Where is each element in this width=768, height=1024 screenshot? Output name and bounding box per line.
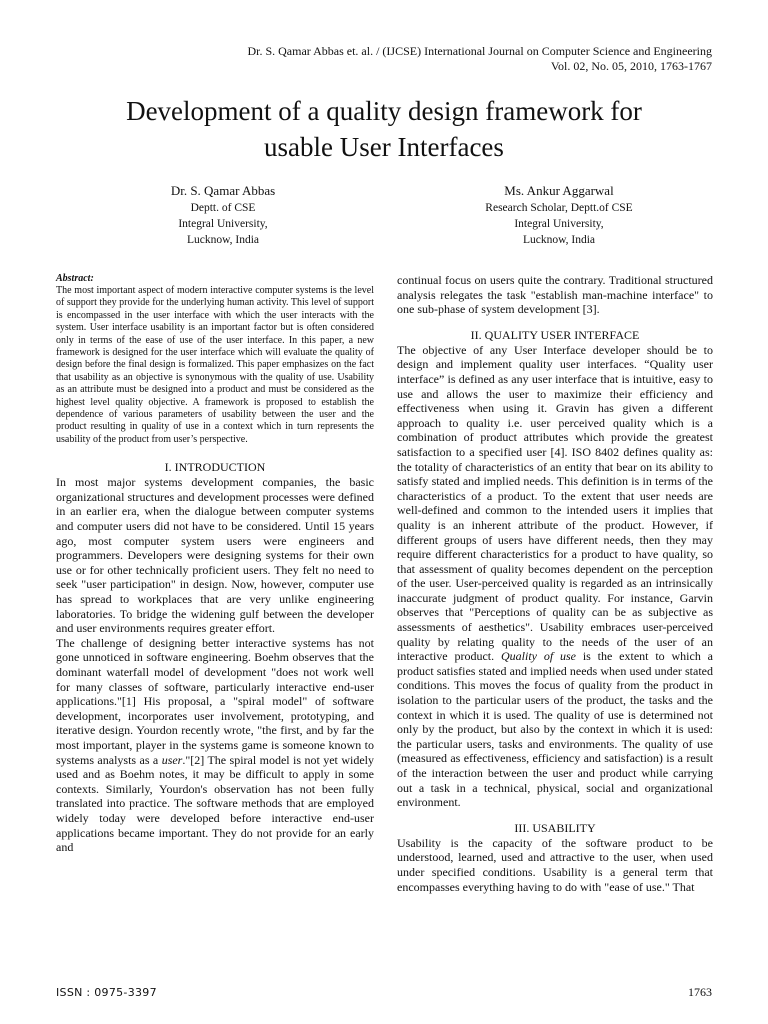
abstract-label: Abstract: (56, 273, 94, 284)
quality-italic: Quality of use (500, 649, 576, 664)
intro-p2-italic: user (161, 752, 183, 767)
paper-title (60, 93, 708, 165)
title-line-1: Development of a quality design framework for (126, 96, 642, 126)
author-univ: Integral University, (514, 218, 604, 230)
intro-p2-text-b: ."[2] The spiral model is not yet widely used and as Boehm notes, it may be difficult to apply in some contexts. Similarly, Yourdon's observation has not been fully translated into practice. The software methods that are employed widely today were developed before interactive end-user applications became important. They do not provide for an early and (56, 752, 374, 855)
title-line-2: usable User Interfaces (264, 132, 504, 162)
section-heading-introduction: I. INTRODUCTION (164, 460, 266, 475)
author-dept: Research Scholar, Deptt.of CSE (485, 202, 633, 214)
author-name: Dr. S. Qamar Abbas (170, 183, 276, 198)
quality-text-a: The objective of any User Interface developer should be to design and implement quality user interfaces. “Quality user interface” is defined as any user interface that is intuitive, easy to use and allows the user to maximize their efficiency and effectiveness when using it. Gravin has given a different approach to quality i.e. user perceived quality which is a combination of product attributes which provide the greatest satisfaction to a specified user [4]. ISO 8402 defines quality as: the totality of characteristics of an entity that bear on its ability to satisfy stated and implied needs. This definition is in terms of the characteristics of a product. To the extent that user needs are well-defined and common to the intended users it implies that quality is an inherent attribute of the product. However, if different groups of users have different needs, then they may require different characteristics for a product to have quality, so that assessment of quality becomes dependent on the perception of the user. User-perceived quality is regarded as an intrinsically inaccurate judgment of product quality. For instance, Garvin observes that "Perceptions of quality can be as subjective as assessments of aesthetics". Usability embraces user-perceived quality by relating quality to the needs of the user of an interactive product. (397, 342, 713, 664)
intro-continuation: continual focus on users quite the contrary. Traditional structured analysis relegates the task "establish man-machine interface" to one sub-phase of system development [3]. (397, 273, 713, 317)
author-univ: Integral University, (178, 218, 268, 230)
journal-citation: Dr. S. Qamar Abbas et. al. / (IJCSE) International Journal on Computer Science and Engineering (247, 44, 712, 58)
right-column (397, 273, 713, 894)
section-heading-quality: II. QUALITY USER INTERFACE (470, 327, 640, 342)
journal-header (247, 44, 712, 74)
author-city: Lucknow, India (186, 234, 260, 246)
journal-volume: Vol. 02, No. 05, 2010, 1763-1767 (550, 59, 712, 73)
quality-paragraph (397, 343, 713, 810)
author-dept: Deptt. of CSE (190, 202, 256, 214)
intro-paragraph-2 (56, 636, 374, 855)
author-city: Lucknow, India (522, 234, 596, 246)
usability-paragraph: Usability is the capacity of the software product to be understood, learned, used and attractive to the user, when used under specified conditions. Usability is a general term that encompasses everything having to do with "ease of use." That (397, 835, 713, 894)
author-name: Ms. Ankur Aggarwal (504, 183, 614, 198)
author-block-2 (452, 182, 666, 248)
footer-page-number: 1763 (688, 985, 712, 999)
intro-paragraph-1: In most major systems development companies, the basic organizational structures and development processes were defined in an earlier era, when the dialogue between computer systems and computer users did not have to be considered. Until 15 years ago, most computer system users were engineers and programmers. Developers were designing systems for their own use or for other technically proficient users. They felt no need to seek "user participation" in design. Now, however, computer use has spread to workplaces that are very unlike engineering laboratories. To bridge the widening gulf between the developer and user environments requires greater effort. (56, 475, 374, 636)
left-column (56, 273, 374, 855)
quality-text-b: is the extent to which a product satisfies stated and implied needs when used under stated conditions. This moves the focus of quality from the product in isolation to the particular users of the product, the tasks and the context in which it is used. The quality of use is determined not only by the product, but also by the context in which it is used: the particular users, tasks and environments. The quality of use (measured as effectiveness, efficiency and satisfaction) is a result of the interaction between the user and product while carrying out a task in a technical, physical, social and organizational environment. (397, 649, 714, 810)
intro-p2-text-a: The challenge of designing better interactive systems has not gone unnoticed in software engineering. Boehm observes that the dominant waterfall model of development "does not work well for many classes of software, particularly interactive end-user applications."[1] His proposal, a "spiral model" of software development, incorporates user involvement, prototyping, and iterative design. Yourdon recently wrote, "the first, and by far the most important, player in the systems game is someone known to systems analysts as a (56, 635, 374, 767)
section-heading-usability: III. USABILITY (514, 820, 596, 835)
footer-issn: ISSN : 0975-3397 (56, 986, 157, 999)
author-block-1 (118, 182, 328, 248)
abstract-text: The most important aspect of modern interactive computer systems is the level of support they provide for the underlying human activity. This level of support is encompassed in the user interface with which the user interacts with the system. User interface usability is an important factor but is often considered only in terms of the ease of use of the user interface. In this paper, a new framework is designed for the user interface which will evaluate the quality of design before the final design is formalized. This paper emphasizes on the fact that usability as an objective is synonymous with the quality of use. Usability as an attribute must be designed into a product and must be considered as the highest level quality objective. A framework is proposed to establish the dependence of various parameters of usability between the user and the product resulting in quality of use in a context which in turn represents the usability of the product from user’s perspective. (56, 285, 374, 445)
